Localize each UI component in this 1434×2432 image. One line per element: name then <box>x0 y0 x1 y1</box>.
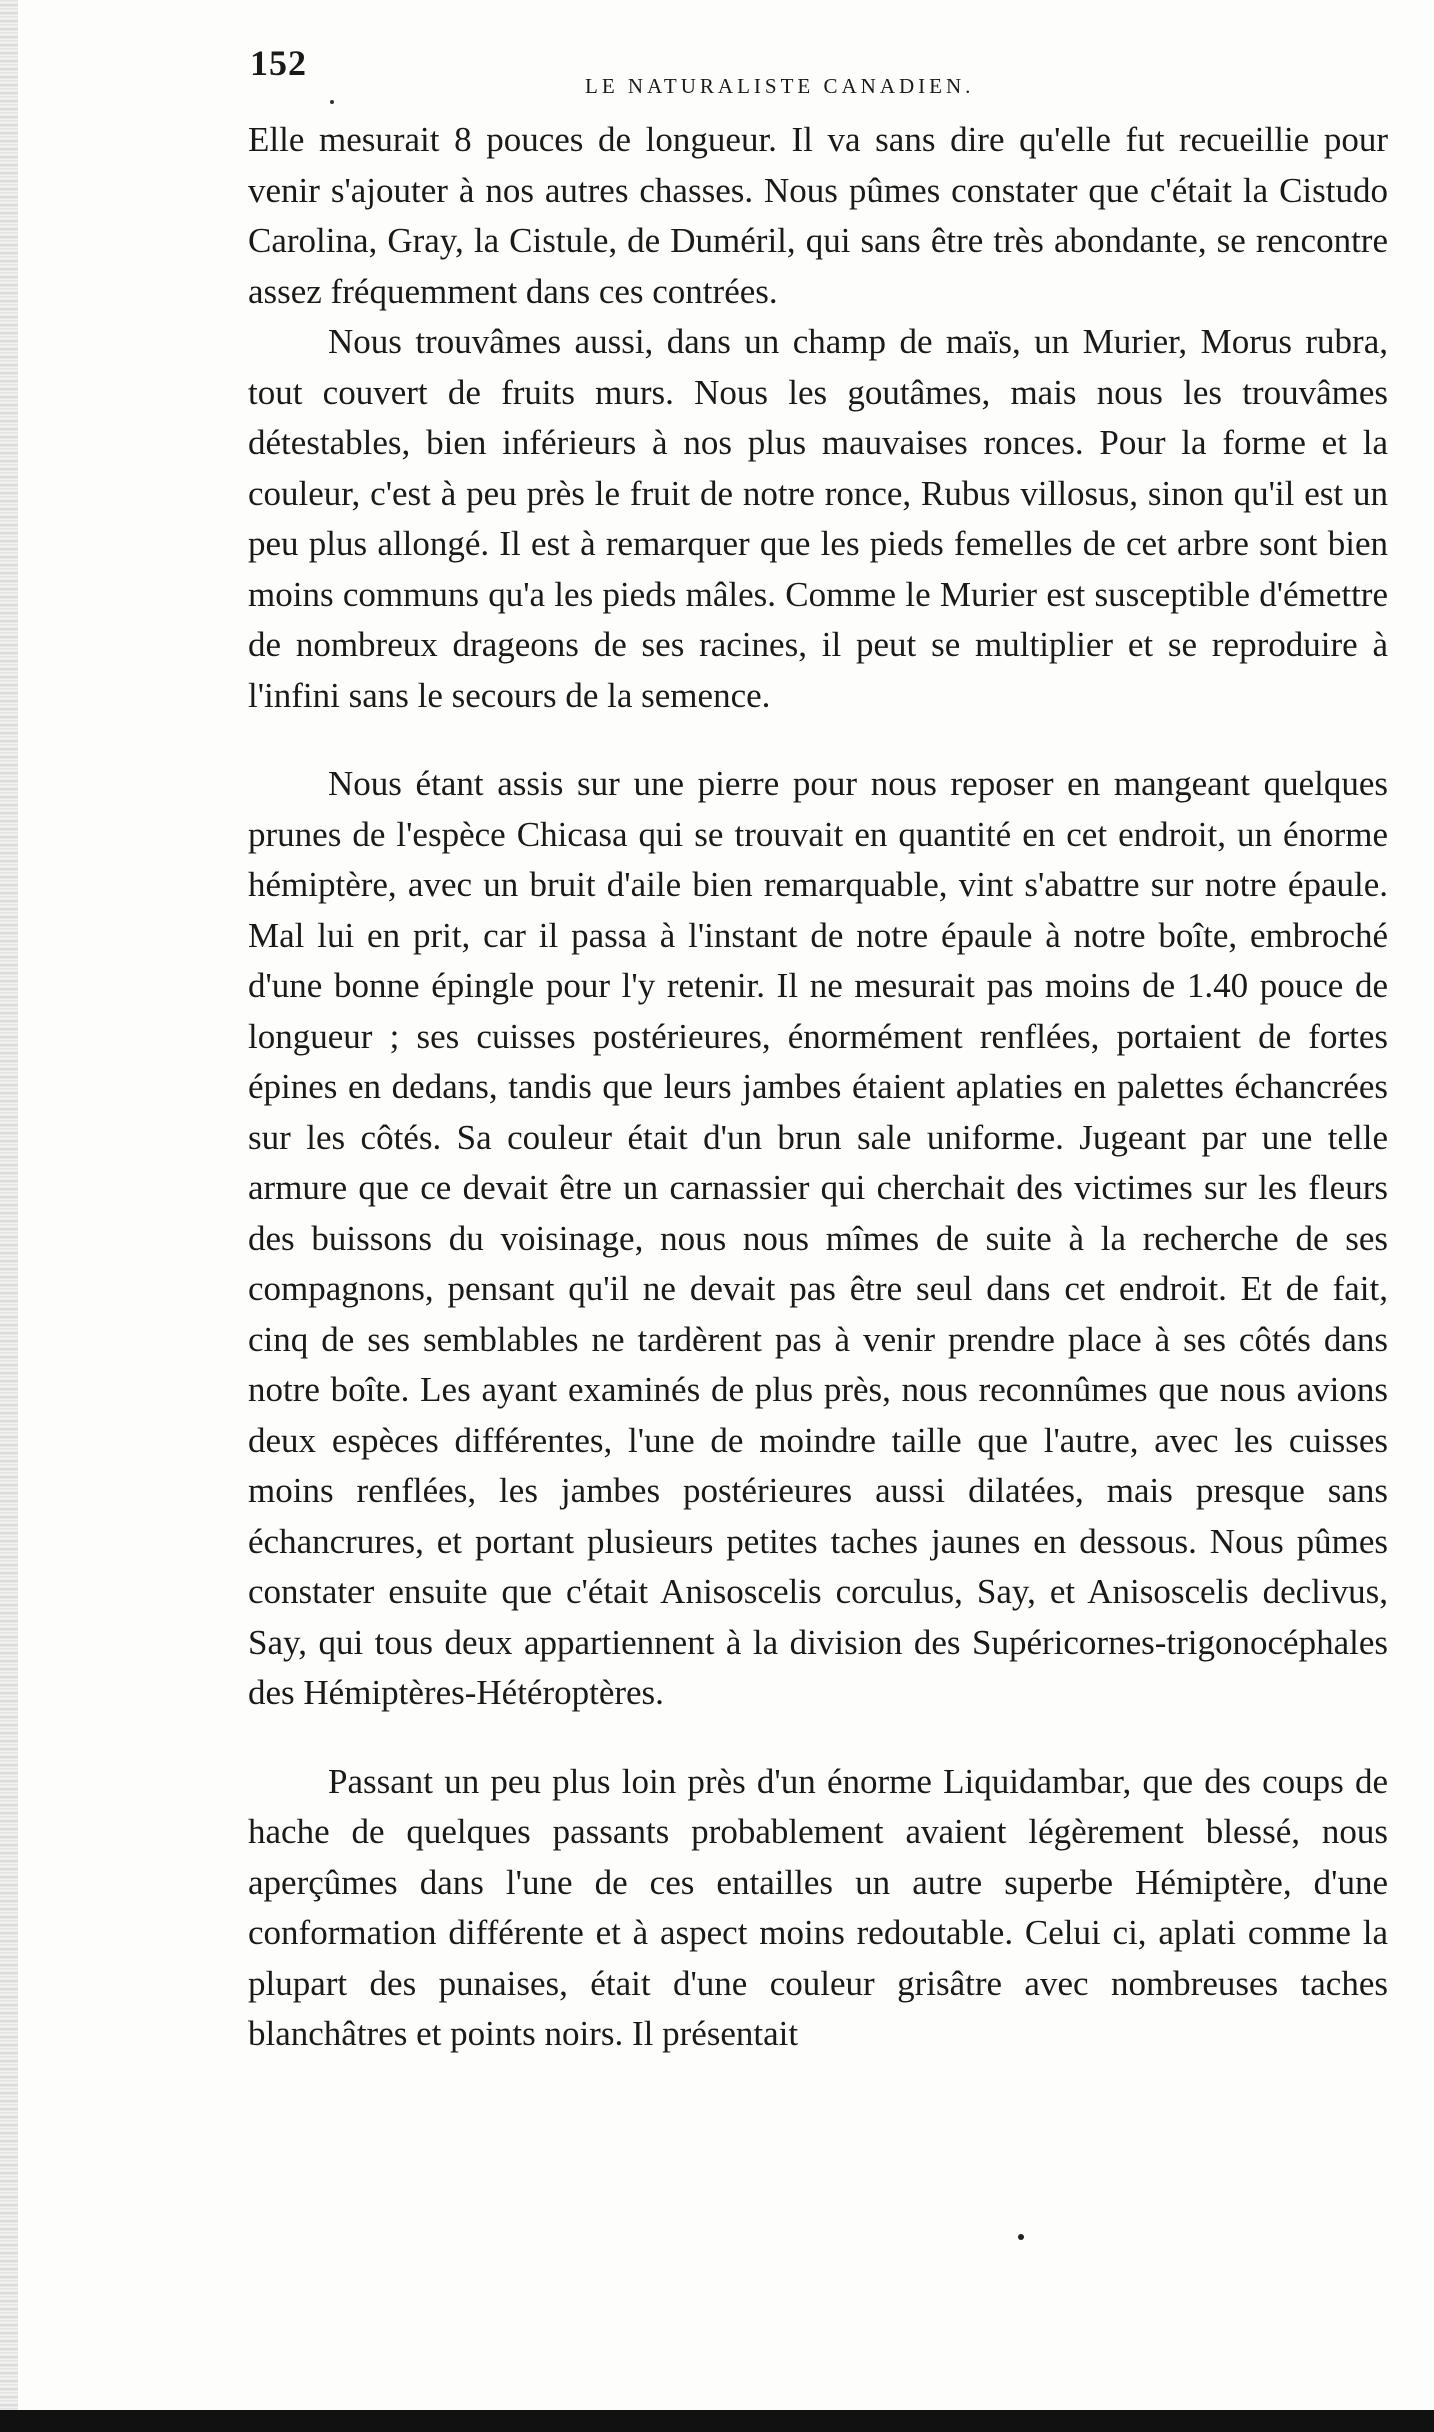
paragraph-anisoscelis: Nous étant assis sur une pierre pour nous reposer en mangeant quelques prunes de l'espèce Chicasa qui se trouvait en quantité en cet endroit, un énorme hémiptère, avec un bruit d'aile bien remarquable, vint s'abattre sur notre épaule. Mal lui en prit, car il passa à l'instant de notre épaule à notre boîte, embroché d'une bonne épingle pour l'y retenir. Il ne mesurait pas moins de 1.40 pouce de longueur ; ses cuisses postérieures, énormément renflées, portaient de fortes épines en dedans, tandis que leurs jambes étaient aplaties en palettes échancrées sur les côtés. Sa couleur était d'un brun sale uniforme. Jugeant par une telle armure que ce devait être un carnassier qui cherchait des victimes sur les fleurs des buissons du voisinage, nous nous mîmes de suite à la recherche de ses compagnons, pensant qu'il ne devait pas être seul dans cet endroit. Et de fait, cinq de ses semblables ne tardèrent pas à venir prendre place à ses côtés dans notre boîte. Les ayant examinés de plus près, nous reconnûmes que nous avions deux espèces différentes, l'une de moindre taille que l'autre, avec les cuisses moins renflées, les jambes postérieures aussi dilatées, mais presque sans échancrures, et portant plusieurs petites taches jaunes en dessous. Nous pûmes constater ensuite que c'était Anisoscelis corculus, Say, et Anisoscelis declivus, Say, qui tous deux appartiennent à la division des Supéricornes-trigonocéphales des Hémiptères-Hétéroptères. <box>248 764 1388 1712</box>
ink-speck <box>330 100 334 104</box>
paragraph-morus: Nous trouvâmes aussi, dans un champ de maïs, un Murier, Morus rubra, tout couvert de fruits murs. Nous les goutâmes, mais nous les trouvâmes détestables, bien inférieurs à nos plus mauvaises ronces. Pour la forme et la couleur, c'est à peu près le fruit de notre ronce, Rubus villosus, sinon qu'il est un peu plus allongé. Il est à remarquer que les pieds femelles de cet arbre sont bien moins communs qu'a les pieds mâles. Comme le Murier est susceptible d'émettre de nombreux drageons de ses racines, il peut se multiplier et se reproduire à l'infini sans le secours de la semence. <box>248 322 1388 715</box>
article-body <box>248 115 1388 2060</box>
page-header <box>250 42 1080 112</box>
binding-edge-shadow <box>0 0 18 2432</box>
page-number: 152 <box>250 43 307 83</box>
paragraph-cistudo: Elle mesurait 8 pouces de longueur. Il va sans dire qu'elle fut recueillie pour venir s'ajouter à nos autres chasses. Nous pûmes constater que c'était la Cistudo Carolina, Gray, la Cistule, de Duméril, qui sans être très abondante, se rencontre assez fréquemment dans ces contrées. <box>248 120 1388 311</box>
scan-bottom-edge <box>0 2410 1434 2432</box>
running-title: LE NATURALISTE CANADIEN. <box>585 74 975 98</box>
ink-speck-footer <box>1018 2234 1024 2240</box>
paragraph-liquidambar: Passant un peu plus loin près d'un énorme Liquidambar, que des coups de hache de quelques passants probablement avaient légèrement blessé, nous aperçûmes dans l'une de ces entailles un autre superbe Hémiptère, d'une conformation différente et à aspect moins redoutable. Celui ci, aplati comme la plupart des punaises, était d'une couleur grisâtre avec nombreuses taches blanchâtres et points noirs. Il présentait <box>248 1761 1388 2053</box>
